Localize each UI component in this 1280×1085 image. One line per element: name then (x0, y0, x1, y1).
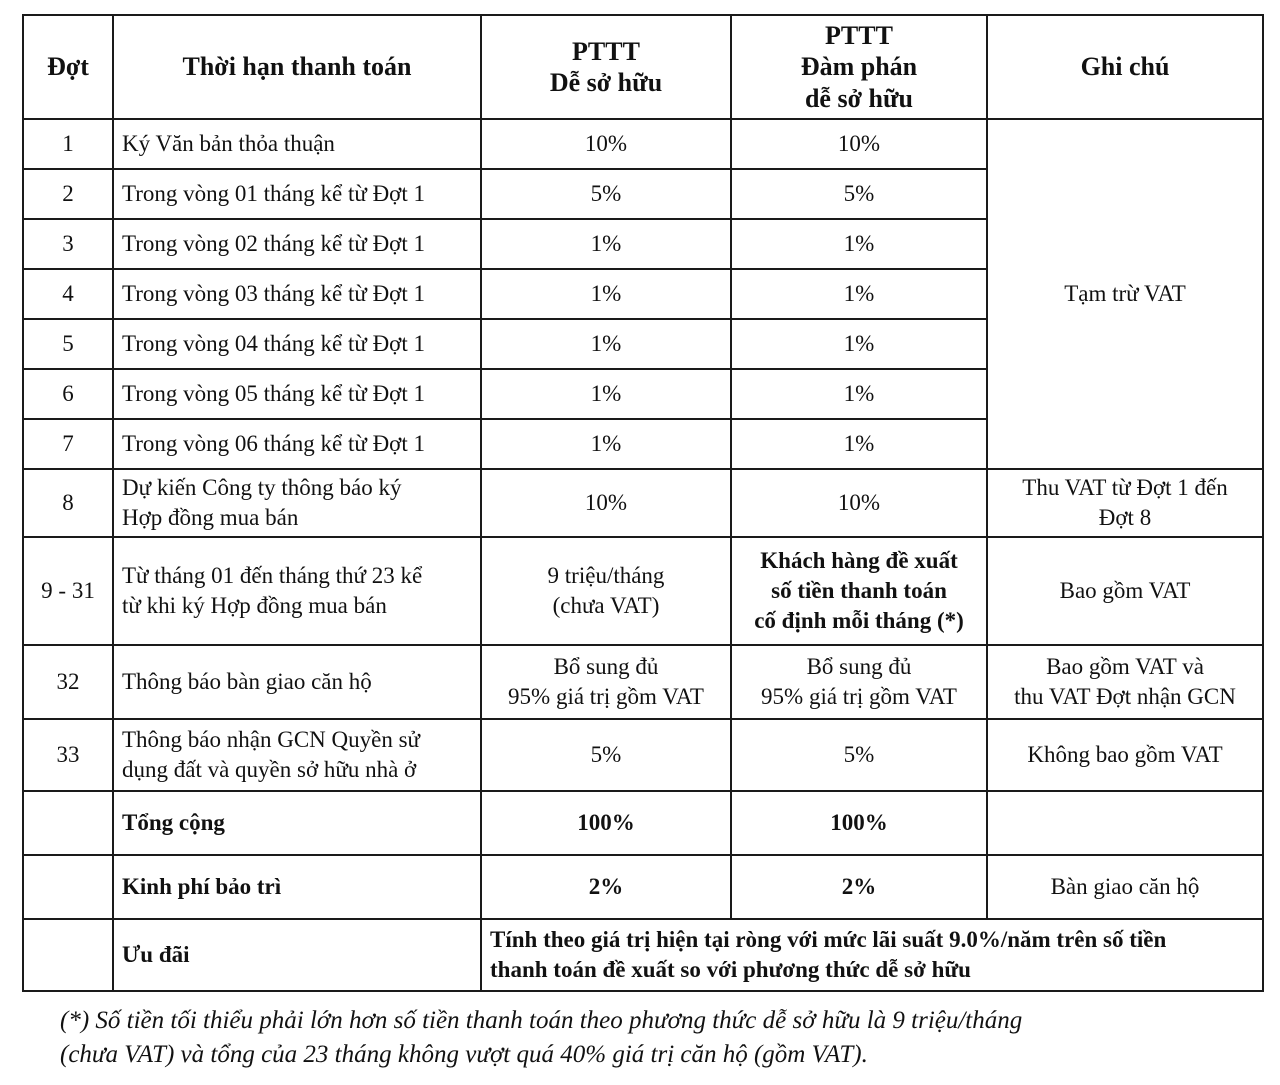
row-term: Trong vòng 01 tháng kể từ Đợt 1 (113, 169, 481, 219)
table-row (23, 645, 1263, 719)
row-pttt1-line2: (chưa VAT) (552, 593, 660, 618)
incentive-text-line2: thanh toán đề xuất so với phương thức dễ sở hữu (490, 957, 971, 982)
row-pttt1 (481, 645, 731, 719)
row-dot: 32 (23, 645, 113, 719)
row-pttt1: 1% (481, 419, 731, 469)
header-payment-term: Thời hạn thanh toán (113, 15, 481, 119)
incentive-label: Ưu đãi (113, 919, 481, 991)
row-pttt2: 10% (731, 119, 987, 169)
row-pttt2-line1: Bổ sung đủ (806, 654, 912, 680)
row-pttt2: 5% (731, 719, 987, 791)
row-pttt1: 5% (481, 169, 731, 219)
header-pttt1-line1: PTTT (572, 36, 640, 66)
row-note-line2: Đợt 8 (1098, 505, 1152, 530)
total-row (23, 791, 1263, 855)
row-note-line1: Bao gồm VAT và (1046, 654, 1204, 680)
row-note: Bao gồm VAT (987, 537, 1263, 645)
row-pttt2: 1% (731, 319, 987, 369)
row-term-line2: Hợp đồng mua bán (122, 505, 299, 530)
row-dot: 7 (23, 419, 113, 469)
header-pttt2-line3: dễ sở hữu (804, 83, 914, 113)
row-note-line1: Thu VAT từ Đợt 1 đến (1022, 475, 1228, 501)
row-pttt1-line1: Bổ sung đủ (553, 654, 659, 680)
incentive-dot-empty (23, 919, 113, 991)
header-pttt1-line2: Dễ sở hữu (549, 68, 663, 97)
total-label: Tổng cộng (113, 791, 481, 855)
row-note: Không bao gồm VAT (987, 719, 1263, 791)
table-row (23, 537, 1263, 645)
row-pttt1: 1% (481, 219, 731, 269)
row-term-line1: Từ tháng 01 đến tháng thứ 23 kể (122, 563, 423, 589)
merged-note-tam-tru-vat: Tạm trừ VAT (987, 119, 1263, 469)
row-note-line2: thu VAT Đợt nhận GCN (1014, 684, 1236, 709)
row-dot: 5 (23, 319, 113, 369)
row-term: Trong vòng 02 tháng kể từ Đợt 1 (113, 219, 481, 269)
incentive-row (23, 919, 1263, 991)
row-pttt1-line1: 9 triệu/tháng (547, 563, 665, 589)
row-pttt2: 1% (731, 269, 987, 319)
row-pttt2-line2: số tiền thanh toán (771, 578, 947, 604)
row-pttt1 (481, 537, 731, 645)
footnote-line2: (chưa VAT) và tổng của 23 tháng không vượt quá 40% giá trị căn hộ (gồm VAT). (60, 1041, 868, 1068)
row-pttt1: 5% (481, 719, 731, 791)
row-pttt2 (731, 645, 987, 719)
row-dot: 2 (23, 169, 113, 219)
maintenance-note: Bàn giao căn hộ (987, 855, 1263, 919)
header-pttt-dam-phan (731, 15, 987, 119)
row-term: Trong vòng 06 tháng kể từ Đợt 1 (113, 419, 481, 469)
total-pttt1: 100% (481, 791, 731, 855)
row-term-line2: từ khi ký Hợp đồng mua bán (122, 593, 387, 618)
row-dot: 6 (23, 369, 113, 419)
row-pttt2: 1% (731, 219, 987, 269)
row-pttt2: 5% (731, 169, 987, 219)
row-pttt1: 10% (481, 119, 731, 169)
row-dot: 8 (23, 469, 113, 537)
row-term (113, 537, 481, 645)
header-pttt-de-so-huu (481, 15, 731, 119)
row-term: Trong vòng 03 tháng kể từ Đợt 1 (113, 269, 481, 319)
row-dot: 1 (23, 119, 113, 169)
row-dot: 9 - 31 (23, 537, 113, 645)
row-pttt1: 10% (481, 469, 731, 537)
row-pttt2: 10% (731, 469, 987, 537)
table-row (23, 719, 1263, 791)
row-term (113, 469, 481, 537)
footnote (60, 1004, 1240, 1072)
row-pttt2-line2: 95% giá trị gồm VAT (761, 684, 957, 709)
row-pttt2-line3: cố định mỗi tháng (*) (754, 607, 964, 633)
row-term-line1: Dự kiến Công ty thông báo ký (122, 475, 402, 501)
incentive-text (481, 919, 1263, 991)
header-pttt2-line1: PTTT (825, 21, 893, 51)
row-pttt2: 1% (731, 369, 987, 419)
row-note (987, 645, 1263, 719)
row-term: Ký Văn bản thỏa thuận (113, 119, 481, 169)
total-dot-empty (23, 791, 113, 855)
payment-schedule-table (22, 14, 1264, 992)
maintenance-pttt1: 2% (481, 855, 731, 919)
row-dot: 4 (23, 269, 113, 319)
maintenance-row (23, 855, 1263, 919)
row-note (987, 469, 1263, 537)
total-note-empty (987, 791, 1263, 855)
table-row (23, 469, 1263, 537)
header-row (23, 15, 1263, 119)
header-note: Ghi chú (987, 15, 1263, 119)
row-pttt2 (731, 537, 987, 645)
row-term: Trong vòng 05 tháng kể từ Đợt 1 (113, 369, 481, 419)
footnote-line1: (*) Số tiền tối thiểu phải lớn hơn số tiền thanh toán theo phương thức dễ sở hữu là 9 triệu/tháng (60, 1007, 1023, 1034)
row-term: Thông báo bàn giao căn hộ (113, 645, 481, 719)
maintenance-dot-empty (23, 855, 113, 919)
row-pttt1: 1% (481, 369, 731, 419)
row-pttt1-line2: 95% giá trị gồm VAT (508, 684, 704, 709)
row-pttt1: 1% (481, 319, 731, 369)
maintenance-label: Kinh phí bảo trì (113, 855, 481, 919)
row-dot: 3 (23, 219, 113, 269)
row-dot: 33 (23, 719, 113, 791)
row-pttt2-line1: Khách hàng đề xuất (760, 548, 958, 574)
row-term: Trong vòng 04 tháng kể từ Đợt 1 (113, 319, 481, 369)
row-pttt1: 1% (481, 269, 731, 319)
header-dot: Đợt (23, 15, 113, 119)
row-pttt2: 1% (731, 419, 987, 469)
header-pttt2-line2: Đàm phán (800, 52, 918, 82)
total-pttt2: 100% (731, 791, 987, 855)
maintenance-pttt2: 2% (731, 855, 987, 919)
row-term (113, 719, 481, 791)
incentive-text-line1: Tính theo giá trị hiện tại ròng với mức lãi suất 9.0%/năm trên số tiền (490, 927, 1167, 953)
row-term-line1: Thông báo nhận GCN Quyền sử (122, 727, 421, 753)
row-term-line2: dụng đất và quyền sở hữu nhà ở (122, 757, 417, 782)
table-row (23, 119, 1263, 169)
